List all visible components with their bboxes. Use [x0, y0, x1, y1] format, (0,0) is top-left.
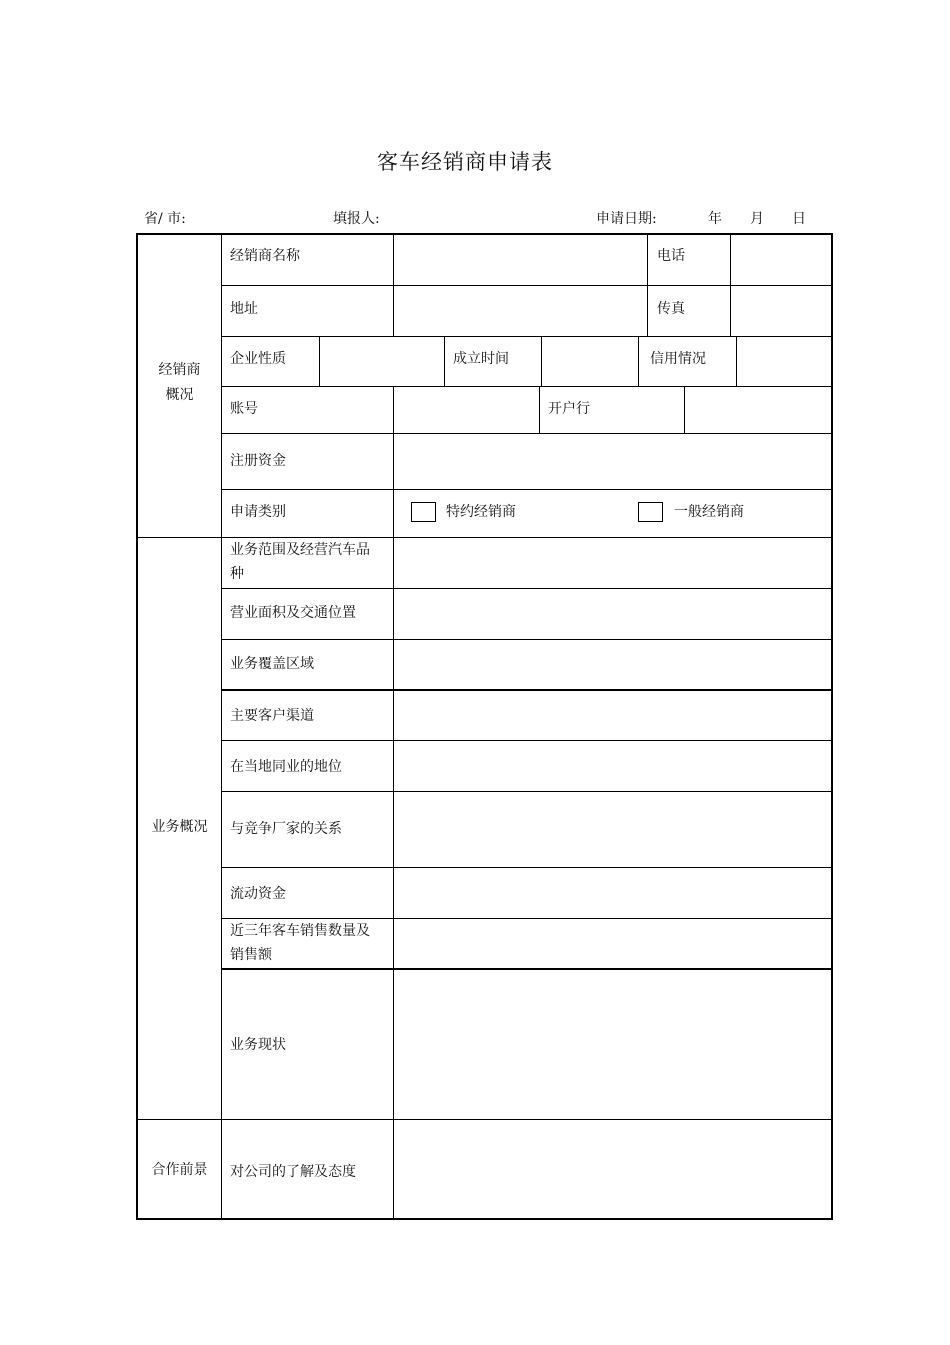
- special-dealer-label: 特约经销商: [446, 504, 516, 520]
- credit-status-label: 信用情况: [650, 351, 706, 367]
- founding-time-label: 成立时间: [453, 351, 509, 367]
- month-label: 月: [750, 211, 764, 227]
- business-status-field[interactable]: [395, 970, 831, 1119]
- bank-label: 开户行: [548, 401, 590, 417]
- main-channels-label: 主要客户渠道: [230, 708, 314, 724]
- phone-field[interactable]: [732, 235, 831, 285]
- enterprise-nature-label: 企业性质: [230, 351, 286, 367]
- dealer-name-label: 经销商名称: [230, 248, 300, 264]
- form-title: 客车经销商申请表: [377, 150, 553, 174]
- business-area-field[interactable]: [395, 589, 831, 639]
- founding-time-field[interactable]: [543, 337, 638, 386]
- business-area-label: 营业面积及交通位置: [230, 605, 356, 621]
- fax-label: 传真: [657, 301, 685, 317]
- account-number-label: 账号: [230, 401, 258, 417]
- local-position-label: 在当地同业的地位: [230, 759, 342, 775]
- application-date-label: 申请日期:: [596, 211, 657, 227]
- company-attitude-label: 对公司的了解及态度: [230, 1164, 356, 1180]
- enterprise-nature-field[interactable]: [321, 337, 444, 386]
- credit-status-field[interactable]: [738, 337, 831, 386]
- general-dealer-label: 一般经销商: [674, 504, 744, 520]
- dealer-name-field[interactable]: [395, 235, 647, 285]
- company-attitude-field[interactable]: [395, 1120, 831, 1218]
- coverage-area-field[interactable]: [395, 640, 831, 689]
- working-capital-label: 流动资金: [230, 886, 286, 902]
- three-year-sales-field[interactable]: [395, 919, 831, 968]
- province-city-label: 省/ 市:: [144, 211, 186, 227]
- three-year-sales-label: 近三年客车销售数量及销售额: [230, 923, 370, 963]
- special-dealer-checkbox[interactable]: [411, 502, 436, 522]
- application-type-label: 申请类别: [230, 504, 286, 520]
- competitor-relation-field[interactable]: [395, 792, 831, 867]
- filler-label: 填报人:: [333, 211, 380, 227]
- application-form-table: [136, 233, 833, 1220]
- general-dealer-checkbox[interactable]: [638, 502, 663, 522]
- year-label: 年: [708, 211, 722, 227]
- business-scope-field[interactable]: [395, 538, 831, 588]
- address-field[interactable]: [395, 286, 647, 336]
- address-label: 地址: [230, 301, 258, 317]
- phone-label: 电话: [657, 248, 685, 264]
- day-label: 日: [792, 211, 806, 227]
- section-cooperation-prospect: 合作前景: [151, 1162, 208, 1178]
- business-status-label: 业务现状: [230, 1037, 286, 1053]
- main-channels-field[interactable]: [395, 691, 831, 740]
- coverage-area-label: 业务覆盖区域: [230, 656, 314, 672]
- business-scope-label: 业务范围及经营汽车品种: [230, 542, 370, 582]
- local-position-field[interactable]: [395, 741, 831, 791]
- competitor-relation-label: 与竞争厂家的关系: [230, 821, 342, 837]
- section-business-overview: 业务概况: [151, 819, 208, 835]
- registered-capital-field[interactable]: [395, 434, 831, 489]
- bank-field[interactable]: [686, 387, 831, 433]
- working-capital-field[interactable]: [395, 868, 831, 918]
- section-dealer-overview: 经销商概况: [158, 362, 201, 403]
- registered-capital-label: 注册资金: [230, 453, 286, 469]
- account-number-field[interactable]: [395, 387, 539, 433]
- fax-field[interactable]: [732, 286, 831, 336]
